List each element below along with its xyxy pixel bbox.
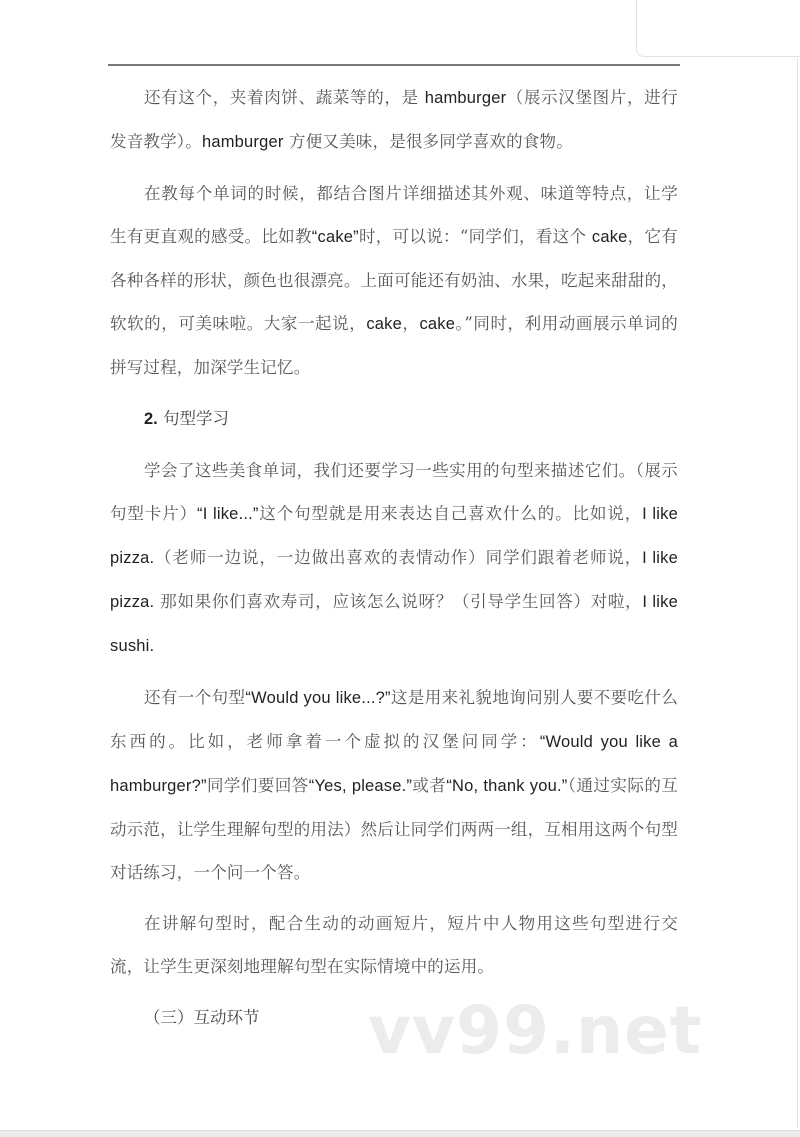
chinese-text: 还有这个，夹着肉饼、蔬菜等的，是: [144, 88, 425, 107]
english-text: “Would you like a hamburger?”: [110, 733, 678, 795]
header-rule: [108, 64, 680, 66]
english-text: “cake”: [311, 228, 359, 246]
chinese-text: （通过实际的互动示范，让学生理解句型的用法）然后让同学们两两一组，互相用这两个句型对话练习，一个问一个答。: [110, 776, 679, 882]
chinese-text: 时，可以说：“同学们，看这个: [358, 227, 592, 246]
bottom-strip: [0, 1130, 800, 1137]
section-title: 句型学习: [157, 409, 230, 428]
chinese-text: 。”同时，利用动画展示单词的拼写过程，加深学生记忆。: [110, 314, 679, 377]
paragraph-i-like: [110, 449, 678, 668]
chinese-text: 方便又美味，是很多同学喜欢的食物。: [283, 132, 573, 151]
chinese-text: 或者: [412, 776, 447, 795]
paragraph-cake: [110, 172, 678, 389]
chinese-text: ，它有各种各样的形状，颜色也很漂亮。上面可能还有奶油、水果，吃起来甜甜的，软软的，可美味啦。大家一起说，: [110, 227, 678, 333]
page-right-edge: [797, 58, 798, 1128]
paragraph-animation: [110, 902, 678, 988]
english-text: “No, thank you.”: [446, 777, 568, 795]
chinese-text: 这个句型就是用来表达自己喜欢什么的。比如说，: [258, 504, 643, 523]
english-text: I like pizza.: [110, 505, 678, 567]
chinese-text: 那如果你们喜欢寿司，应该怎么说呀？（引导学生回答）对啦，: [154, 592, 643, 611]
english-text: “Yes, please.”: [308, 777, 413, 795]
paragraph-hamburger: [110, 76, 678, 164]
english-text: cake: [419, 315, 456, 333]
paragraph-would-you-like: [110, 676, 678, 894]
chinese-text: （展示汉堡图片，进行发音教学）。: [110, 88, 679, 151]
english-text: “I like...”: [197, 505, 259, 523]
chinese-text: 同学们要回答: [206, 776, 309, 795]
english-text: cake: [366, 315, 402, 333]
english-text: I like sushi.: [110, 593, 678, 655]
chinese-text: ，: [401, 314, 420, 333]
english-text: I like pizza.: [110, 549, 678, 611]
section-title: （三）互动环节: [144, 1008, 260, 1027]
section-heading-sentence-learning: [110, 397, 678, 441]
section-number: 2.: [144, 410, 158, 428]
chinese-text: 在教每个单词的时候，都结合图片详细描述其外观、味道等特点，让学生有更直观的感受。比如教: [110, 184, 678, 246]
english-text: “Would you like...?”: [245, 689, 391, 707]
watermark: vv99.net: [368, 992, 703, 1069]
english-text: hamburger: [424, 89, 507, 107]
chinese-text: 还有一个句型: [144, 688, 246, 707]
chinese-text: 在讲解句型时，配合生动的动画短片，短片中人物用这些句型进行交流，让学生更深刻地理解句型在实际情境中的运用。: [110, 914, 678, 976]
document-page: [110, 76, 678, 1039]
chinese-text: 学会了这些美食单词，我们还要学习一些实用的句型来描述它们。（展示句型卡片）: [110, 461, 678, 523]
corner-panel: [636, 0, 800, 57]
english-text: hamburger: [201, 133, 284, 151]
chinese-text: 这是用来礼貌地询问别人要不要吃什么东西的。比如，老师拿着一个虚拟的汉堡问同学：: [110, 688, 679, 751]
chinese-text: （老师一边说，一边做出喜欢的表情动作）同学们跟着老师说，: [154, 548, 643, 567]
english-text: cake: [591, 228, 628, 246]
